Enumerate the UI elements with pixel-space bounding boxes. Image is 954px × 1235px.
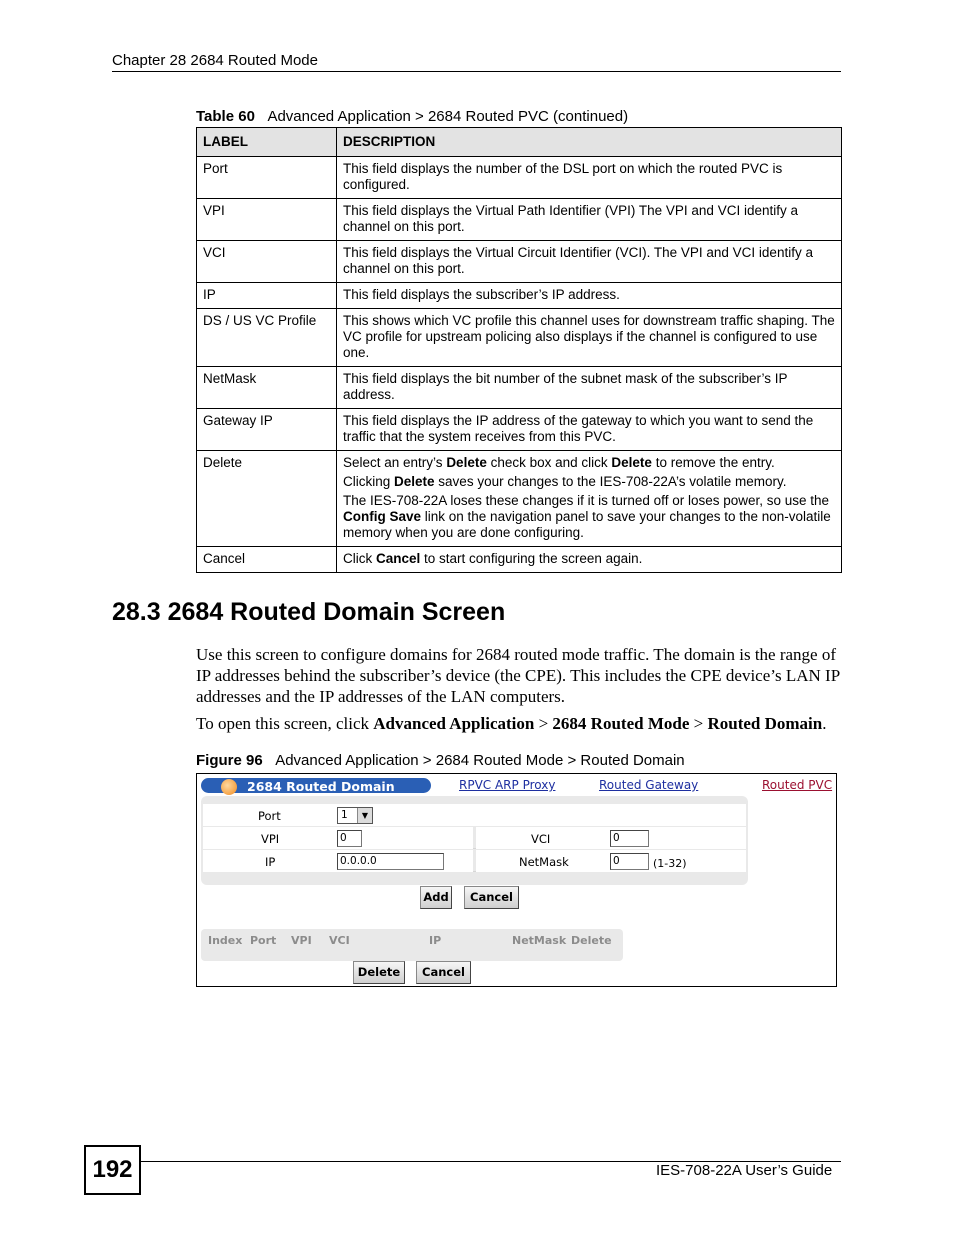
domain-form	[201, 796, 748, 885]
table-caption-text: Advanced Application > 2684 Routed PVC (continued)	[267, 108, 629, 125]
text-run: .	[822, 714, 827, 733]
text-run-bold: Cancel	[376, 551, 421, 566]
text-run: To open this screen, click	[196, 714, 374, 733]
row-label: VPI	[197, 199, 337, 241]
section-paragraph-open	[196, 713, 842, 734]
tab-orb-icon	[221, 779, 237, 795]
list-col-delete: Delete	[571, 934, 612, 947]
table-row	[197, 241, 842, 283]
text-run: to start configuring the screen again.	[420, 551, 643, 566]
netmask-input[interactable]: 0	[610, 853, 649, 870]
row-desc	[337, 451, 842, 547]
form-row-ip-netmask	[203, 850, 746, 872]
row-desc: This field displays the bit number of the subnet mask of the subscriber’s IP address.	[337, 367, 842, 409]
screen-tab	[201, 778, 431, 793]
form-cell	[203, 804, 746, 826]
delete-desc-p1	[343, 455, 835, 471]
table-row	[197, 451, 842, 547]
figure-caption-label: Figure 96	[196, 752, 263, 769]
table-row	[197, 309, 842, 367]
description-table	[196, 127, 842, 573]
port-select-value: 1	[341, 809, 348, 821]
chapter-header: Chapter 28 2684 Routed Mode	[112, 52, 318, 69]
text-run: link on the navigation panel to save your changes to the non-volatile memory when you are done configuring.	[343, 509, 831, 540]
page-number: 192	[84, 1145, 141, 1195]
cancel-button[interactable]: Cancel	[464, 886, 519, 909]
list-col-netmask: NetMask	[512, 934, 567, 947]
row-desc: This field displays the Virtual Path Identifier (VPI) The VPI and VCI identify a channel on this port.	[337, 199, 842, 241]
routed-pvc-link[interactable]: Routed PVC	[762, 778, 833, 792]
row-label: Delete	[197, 451, 337, 547]
table-row	[197, 367, 842, 409]
table-caption	[196, 108, 628, 125]
text-run: Click	[343, 551, 376, 566]
netmask-range-hint: (1-32)	[653, 857, 687, 870]
text-run-bold: Config Save	[343, 509, 422, 524]
table-row	[197, 157, 842, 199]
row-desc: This field displays the subscriber’s IP address.	[337, 283, 842, 309]
table-row	[197, 283, 842, 309]
row-desc	[337, 547, 842, 573]
vpi-input[interactable]: 0	[337, 830, 362, 847]
routed-gateway-link[interactable]: Routed Gateway	[599, 778, 699, 792]
list-col-index: Index	[208, 934, 243, 947]
table-row	[197, 547, 842, 573]
vci-input[interactable]: 0	[610, 830, 649, 847]
row-label: Port	[197, 157, 337, 199]
form-row-vpi-vci	[203, 827, 746, 849]
vci-label: VCI	[531, 832, 551, 846]
add-button[interactable]: Add	[420, 886, 452, 909]
text-run: The IES-708-22A loses these changes if it is turned off or loses power, so use the	[343, 493, 830, 508]
domain-list-header	[201, 929, 623, 961]
table-header-row	[197, 128, 842, 157]
delete-desc-p2	[343, 474, 835, 490]
text-run: saves your changes to the IES-708-22A’s volatile memory.	[434, 474, 787, 489]
row-desc: This field displays the number of the DSL port on which the routed PVC is configured.	[337, 157, 842, 199]
text-run-bold: Delete	[611, 455, 652, 470]
row-label: Gateway IP	[197, 409, 337, 451]
row-label: VCI	[197, 241, 337, 283]
routed-domain-screen	[196, 773, 837, 987]
text-run-bold: Delete	[446, 455, 487, 470]
table-row	[197, 199, 842, 241]
col-label-header: LABEL	[197, 128, 337, 157]
text-run: >	[689, 714, 708, 733]
text-run: Clicking	[343, 474, 395, 489]
list-col-port: Port	[250, 934, 277, 947]
col-desc-header: DESCRIPTION	[337, 128, 842, 157]
tab-title: 2684 Routed Domain	[247, 779, 395, 794]
form-row-port	[203, 804, 746, 826]
text-run: Select an entry’s	[343, 455, 447, 470]
text-run-bold: Advanced Application	[373, 714, 535, 733]
text-run-bold: Routed Domain	[707, 714, 823, 733]
text-run: check box and click	[486, 455, 612, 470]
port-label: Port	[258, 809, 281, 823]
figure-caption-text: Advanced Application > 2684 Routed Mode > Routed Domain	[275, 752, 685, 769]
row-desc: This shows which VC profile this channel uses for downstream traffic shaping. The VC profile for upstream policing also displays if the channel is configured to use one.	[337, 309, 842, 367]
text-run: to remove the entry.	[651, 455, 775, 470]
figure-caption	[196, 752, 685, 769]
rpvc-arp-proxy-link[interactable]: RPVC ARP Proxy	[459, 778, 556, 792]
chevron-down-icon: ▼	[357, 808, 372, 823]
row-label: DS / US VC Profile	[197, 309, 337, 367]
row-label: Cancel	[197, 547, 337, 573]
cancel-list-button[interactable]: Cancel	[416, 961, 471, 984]
table-row	[197, 409, 842, 451]
netmask-label: NetMask	[519, 855, 569, 869]
row-label: IP	[197, 283, 337, 309]
table-caption-label: Table 60	[196, 108, 255, 125]
delete-button[interactable]: Delete	[353, 961, 405, 984]
text-run: >	[534, 714, 553, 733]
header-rule	[112, 71, 841, 72]
vpi-label: VPI	[261, 832, 280, 846]
text-run-bold: 2684 Routed Mode	[552, 714, 690, 733]
list-col-ip: IP	[429, 934, 442, 947]
row-label: NetMask	[197, 367, 337, 409]
list-col-vpi: VPI	[291, 934, 312, 947]
section-paragraph: Use this screen to configure domains for 2684 routed mode traffic. The domain is the range of IP addresses behind the subscriber’s device (the CPE). This includes the CPE device’s LAN IP addresses and the IP addresses of the LAN computers.	[196, 645, 840, 706]
port-select[interactable]	[337, 807, 373, 824]
row-desc: This field displays the IP address of the gateway to which you want to send the traffic that the system receives from this PVC.	[337, 409, 842, 451]
text-run-bold: Delete	[394, 474, 435, 489]
ip-input[interactable]: 0.0.0.0	[337, 853, 444, 870]
row-desc: This field displays the Virtual Circuit Identifier (VCI). The VPI and VCI identify a channel on this port.	[337, 241, 842, 283]
ip-label: IP	[265, 855, 276, 869]
delete-desc-p3	[343, 493, 835, 541]
list-col-vci: VCI	[329, 934, 350, 947]
section-title: 28.3 2684 Routed Domain Screen	[112, 598, 506, 626]
guide-title: IES-708-22A User’s Guide	[656, 1162, 833, 1179]
